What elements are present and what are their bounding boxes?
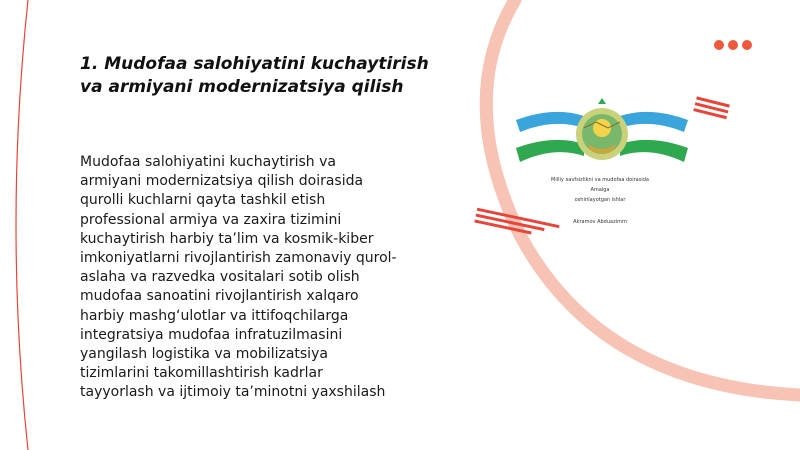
dot bbox=[742, 40, 752, 50]
slide-title: 1. Mudofaa salohiyatini kuchaytirish va armiyani modernizatsiya qilish bbox=[80, 54, 429, 97]
document-caption-line-1: Milliy xavfsizlikni va mudofaa doirasida bbox=[551, 177, 649, 183]
document-caption-line-3: oshirilayotgan ishlar bbox=[574, 197, 626, 203]
document-caption-line-2: Amalga bbox=[590, 187, 610, 193]
three-dots-icon bbox=[714, 40, 752, 50]
dot bbox=[728, 40, 738, 50]
state-emblem-icon bbox=[514, 98, 690, 172]
striped-corner-top bbox=[693, 96, 730, 119]
left-curve-line bbox=[16, 0, 28, 450]
dot bbox=[714, 40, 724, 50]
slide-body-text: Mudofaa salohiyatini kuchaytirish va armiyani modernizatsiya qilish doirasida qurolli kuchlarni qayta tashkil etish professional armiya va zaxira tizimini kuchaytirish harbiy ta’lim va kosmik-kiber imkoniyatlarni rivojlantirish zamonaviy qurol- aslaha va razvedka vositalari sotib olish mudofaa sanoatini rivojlantirish xalqaro harbiy mashg‘ulotlar va ittifoqchilarga integratsiya mudofaa infratuzilmasini yangilash logistika va mobilizatsiya tizimlarini takomillashtirish kadrlar tayyorlash va ijtimoiy ta’minotni yaxshilash bbox=[80, 154, 397, 401]
document-caption-line-4: Akramov Abduazimm bbox=[573, 219, 627, 225]
